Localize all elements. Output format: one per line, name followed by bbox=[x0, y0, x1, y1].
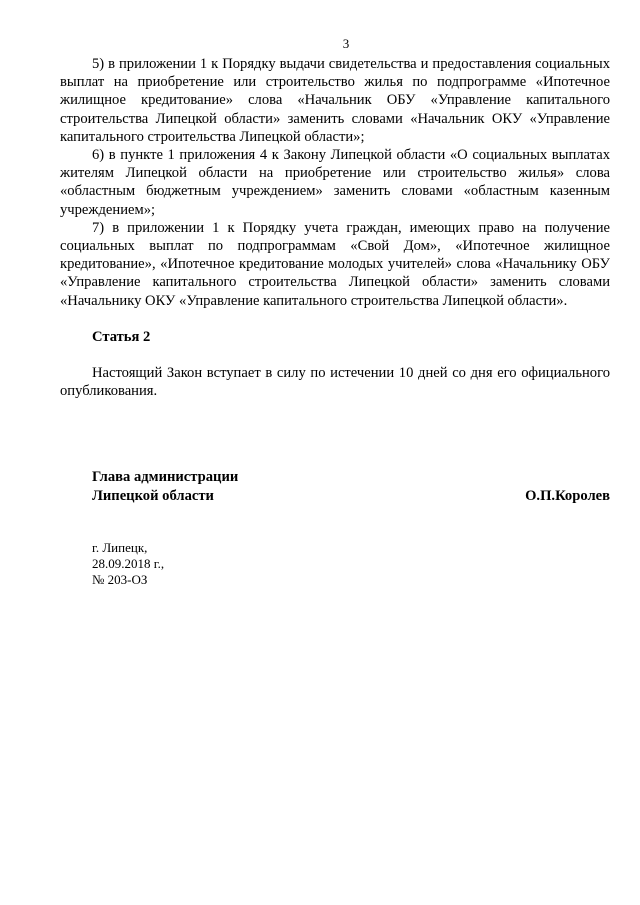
meta-city: г. Липецк, bbox=[92, 540, 148, 555]
signature-title-line1: Глава администрации bbox=[92, 469, 239, 485]
signature-title-line2: Липецкой области bbox=[92, 488, 214, 504]
document-meta bbox=[92, 540, 164, 588]
page-number: 3 bbox=[342, 36, 350, 51]
meta-date: 28.09.2018 г., bbox=[92, 556, 165, 571]
amendment-item-7: 7) в приложении 1 к Порядку учета граждан, имеющих право на получение социальных выплат по подпрограммам «Свой Дом», «Ипотечное жилищное кредитование», «Ипотечное кредитование молодых учителей» слова «Начальнику ОБУ «Управление капитального строительства Липецкой области» заменить словами «Начальнику ОКУ «Управление капитального строительства Липецкой области». bbox=[60, 219, 610, 309]
meta-number: № 203-ОЗ bbox=[92, 572, 148, 587]
amendments-list bbox=[60, 55, 610, 310]
amendment-item-6: 6) в пункте 1 приложения 4 к Закону Липецкой области «О социальных выплатах жителям Липецкой области на приобретение или строительство жилья» слова «областным бюджетным учреждением» заменить словами «областным казенным учреждением»; bbox=[60, 147, 610, 218]
article-paragraph: Настоящий Закон вступает в силу по истечении 10 дней со дня его официального опубликования. bbox=[60, 365, 610, 400]
article-heading: Статья 2 bbox=[92, 329, 151, 345]
signature-block bbox=[92, 468, 610, 506]
article-body bbox=[60, 364, 610, 400]
amendment-item-5: 5) в приложении 1 к Порядку выдачи свидетельства и предоставления социальных выплат на приобретение или строительство жилья по подпрограмме «Ипотечное жилищное кредитование» слова «Начальник ОБУ «Управление капитального строительства Липецкой области» заменить словами «Начальник ОКУ «Управление капитального строительства Липецкой области»; bbox=[60, 56, 610, 145]
signatory-name: О.П.Королев bbox=[525, 488, 610, 504]
